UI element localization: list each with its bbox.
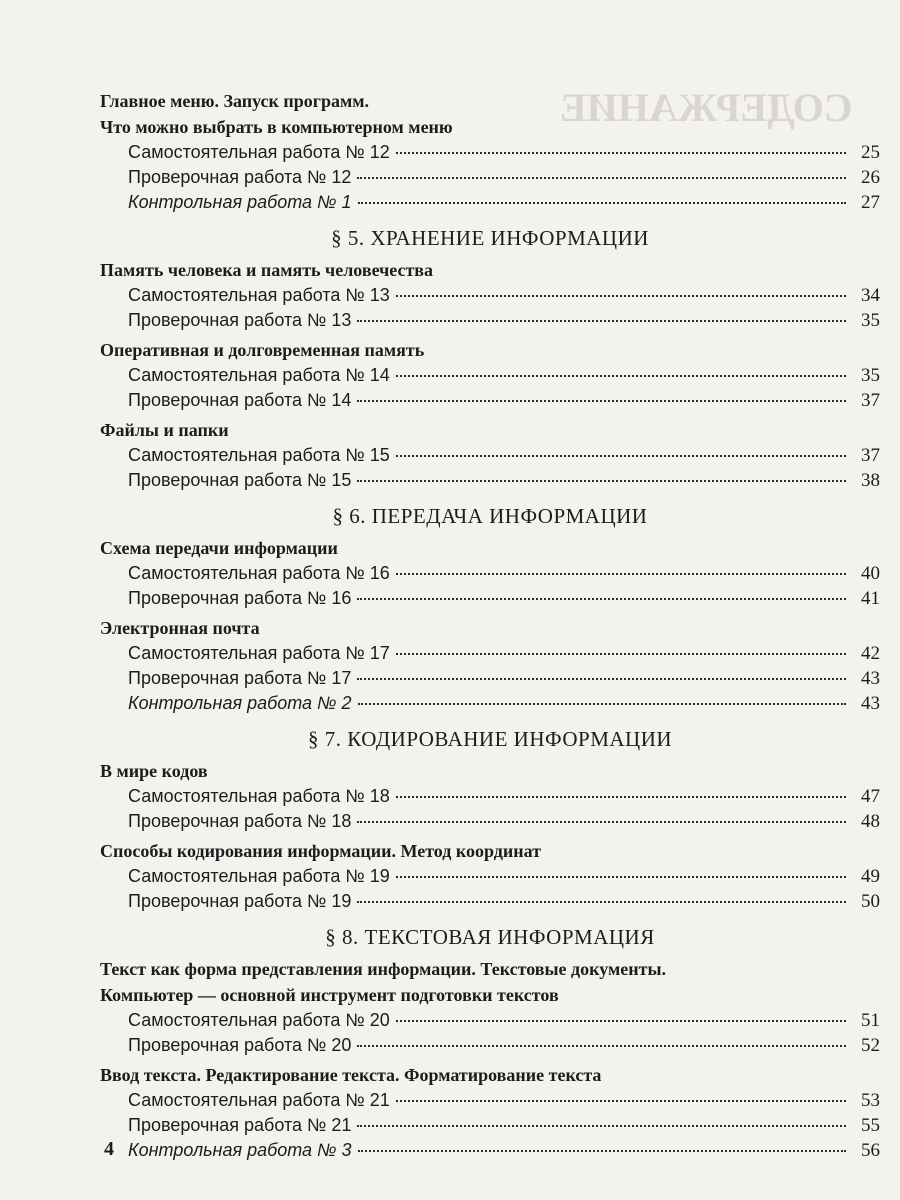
toc-entry [100, 1008, 880, 1033]
toc-entry-page: 56 [861, 1140, 880, 1161]
toc-entry-page: 40 [861, 563, 880, 584]
toc-entry [100, 443, 880, 468]
toc-entry-label: Самостоятельная работа № 21 [128, 1090, 390, 1110]
toc-entry-page: 52 [861, 1035, 880, 1056]
dot-leader [396, 573, 846, 575]
toc-section-title: § 8. ТЕКСТОВАЯ ИНФОРМАЦИЯ [325, 925, 655, 949]
toc-entry [100, 809, 880, 834]
toc-section-title: § 7. КОДИРОВАНИЕ ИНФОРМАЦИИ [307, 727, 673, 751]
toc-entry-label: Проверочная работа № 12 [128, 167, 352, 187]
toc-topic-heading: Что можно выбрать в компьютерном меню [100, 117, 453, 137]
toc-entry [100, 283, 880, 308]
toc-entry [100, 666, 880, 691]
toc-topic-heading: Схема передачи информации [100, 538, 338, 558]
toc-entry [100, 363, 880, 388]
toc-entry-page: 38 [861, 470, 880, 491]
toc-topic-heading: Оперативная и долговременная память [100, 340, 425, 360]
toc-topic-heading: Компьютер — основной инструмент подготовки текстов [100, 985, 559, 1005]
toc-entry [100, 1138, 880, 1163]
toc-entry-label: Самостоятельная работа № 20 [128, 1010, 390, 1030]
table-of-contents [100, 88, 880, 1163]
toc-entry-label: Самостоятельная работа № 16 [128, 563, 390, 583]
toc-entry-page: 43 [861, 668, 880, 689]
page-number: 4 [104, 1138, 114, 1160]
toc-entry-page: 47 [861, 786, 880, 807]
toc-entry [100, 190, 880, 215]
toc-entry [100, 165, 880, 190]
dot-leader [396, 796, 846, 798]
toc-entry [100, 586, 880, 611]
toc-entry-page: 55 [861, 1115, 880, 1136]
toc-entry-label: Самостоятельная работа № 18 [128, 786, 390, 806]
dot-leader [396, 653, 846, 655]
toc-entry-label: Контрольная работа № 2 [128, 693, 352, 713]
dot-leader [358, 202, 846, 204]
dot-leader [357, 1125, 846, 1127]
dot-leader [396, 455, 846, 457]
toc-entry-label: Самостоятельная работа № 13 [128, 285, 390, 305]
dot-leader [396, 295, 846, 297]
toc-entry-page: 51 [861, 1010, 880, 1031]
toc-topic-heading: Главное меню. Запуск программ. [100, 91, 370, 111]
toc-entry-label: Проверочная работа № 18 [128, 811, 352, 831]
dot-leader [396, 152, 846, 154]
toc-entry [100, 308, 880, 333]
dot-leader [396, 876, 846, 878]
toc-entry [100, 784, 880, 809]
toc-entry-label: Проверочная работа № 19 [128, 891, 352, 911]
toc-topic-heading: В мире кодов [100, 761, 208, 781]
dot-leader [358, 703, 846, 705]
toc-entry-label: Самостоятельная работа № 15 [128, 445, 390, 465]
dot-leader [357, 678, 846, 680]
toc-entry-page: 50 [861, 891, 880, 912]
toc-entry-page: 49 [861, 866, 880, 887]
dot-leader [357, 177, 846, 179]
toc-entry-label: Проверочная работа № 16 [128, 588, 352, 608]
toc-topic-heading: Электронная почта [100, 618, 260, 638]
toc-topic-heading: Ввод текста. Редактирование текста. Форматирование текста [100, 1065, 602, 1085]
dot-leader [396, 1100, 846, 1102]
dot-leader [396, 375, 846, 377]
toc-entry-label: Контрольная работа № 1 [128, 192, 352, 212]
dot-leader [357, 821, 846, 823]
toc-entry-page: 41 [861, 588, 880, 609]
toc-entry [100, 1088, 880, 1113]
bleed-through-text: СОДЕРЖАНИЕ [560, 85, 853, 130]
toc-entry-label: Самостоятельная работа № 14 [128, 365, 390, 385]
dot-leader [357, 480, 846, 482]
toc-entry [100, 388, 880, 413]
toc-topic-heading: Файлы и папки [100, 420, 229, 440]
dot-leader [357, 901, 846, 903]
toc-entry-page: 37 [861, 390, 880, 411]
toc-entry-page: 35 [861, 365, 880, 386]
toc-topic-heading: Память человека и память человечества [100, 260, 434, 280]
toc-entry-page: 34 [861, 285, 880, 306]
toc-entry-label: Самостоятельная работа № 12 [128, 142, 390, 162]
toc-entry [100, 561, 880, 586]
toc-entry-page: 48 [861, 811, 880, 832]
dot-leader [357, 598, 846, 600]
toc-entry [100, 864, 880, 889]
toc-entry [100, 641, 880, 666]
toc-entry-label: Самостоятельная работа № 17 [128, 643, 390, 663]
toc-section-title: § 5. ХРАНЕНИЕ ИНФОРМАЦИИ [331, 226, 649, 250]
toc-entry-label: Проверочная работа № 13 [128, 310, 352, 330]
toc-entry-page: 37 [861, 445, 880, 466]
toc-entry [100, 1033, 880, 1058]
toc-entry-page: 26 [861, 167, 880, 188]
toc-topic-heading: Текст как форма представления информации. Текстовые документы. [100, 959, 667, 979]
toc-entry-page: 43 [861, 693, 880, 714]
toc-entry-label: Проверочная работа № 15 [128, 470, 352, 490]
toc-entry [100, 140, 880, 165]
toc-entry-label: Проверочная работа № 14 [128, 390, 352, 410]
toc-entry-page: 35 [861, 310, 880, 331]
toc-entry-page: 42 [861, 643, 880, 664]
toc-entry-page: 25 [861, 142, 880, 163]
dot-leader [358, 1150, 846, 1152]
toc-entry-label: Контрольная работа № 3 [128, 1140, 352, 1160]
toc-entry [100, 691, 880, 716]
toc-entry-label: Самостоятельная работа № 19 [128, 866, 390, 886]
toc-entry [100, 889, 880, 914]
toc-entry [100, 1113, 880, 1138]
dot-leader [357, 400, 846, 402]
toc-topic-heading: Способы кодирования информации. Метод координат [100, 841, 542, 861]
toc-entry [100, 468, 880, 493]
toc-entry-label: Проверочная работа № 20 [128, 1035, 352, 1055]
dot-leader [396, 1020, 846, 1022]
toc-entry-label: Проверочная работа № 17 [128, 668, 352, 688]
toc-section-title: § 6. ПЕРЕДАЧА ИНФОРМАЦИИ [332, 504, 648, 528]
toc-entry-page: 53 [861, 1090, 880, 1111]
toc-entry-page: 27 [861, 192, 880, 213]
dot-leader [357, 1045, 846, 1047]
toc-entry-label: Проверочная работа № 21 [128, 1115, 352, 1135]
dot-leader [357, 320, 846, 322]
